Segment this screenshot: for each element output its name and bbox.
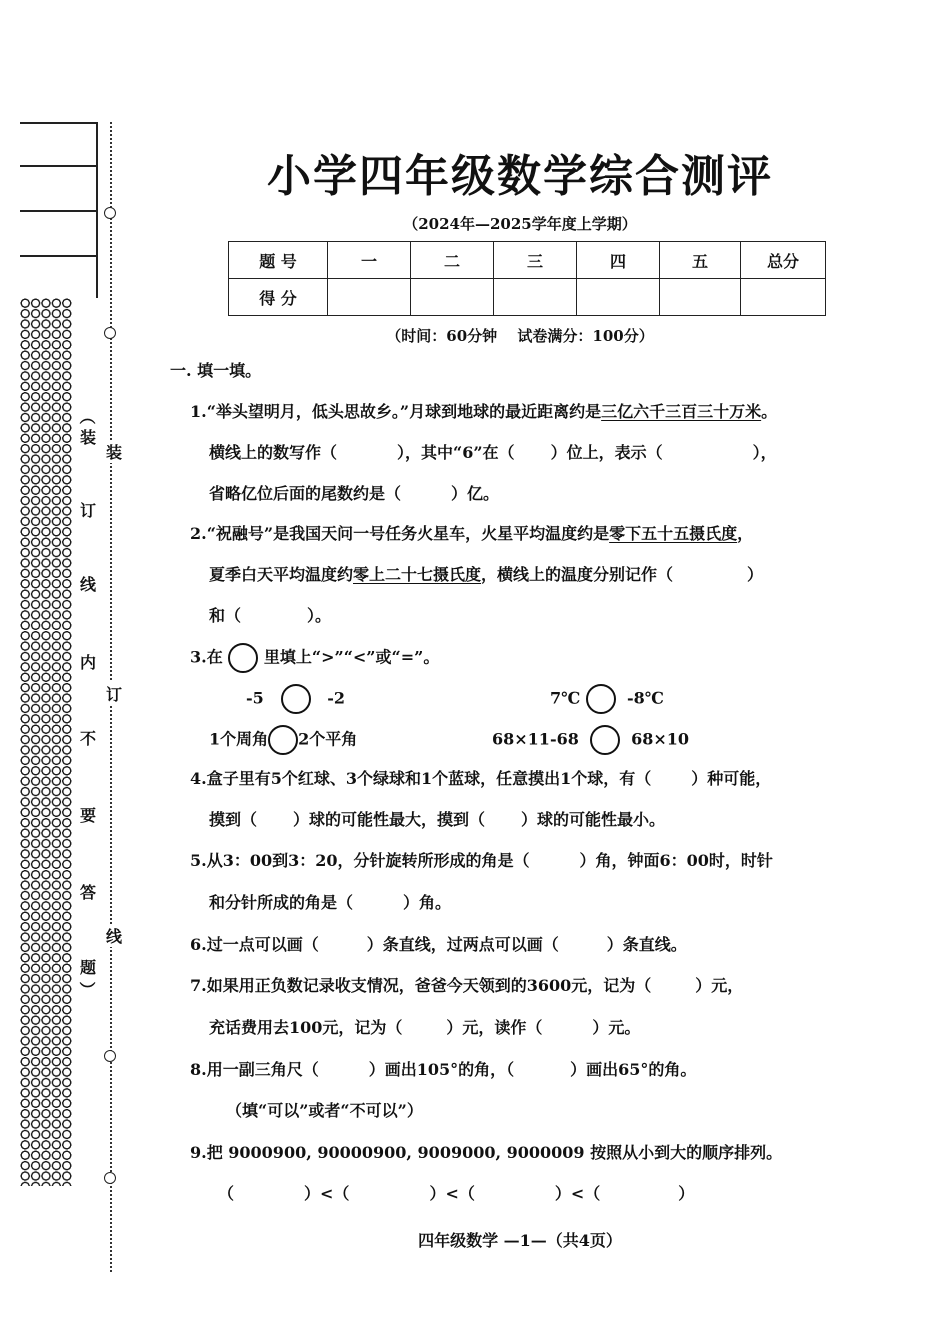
- question-9-line-2: [218, 1181, 694, 1204]
- question-8-line-1: [190, 1057, 696, 1080]
- q2-text: ，: [737, 524, 754, 543]
- score-table: [228, 241, 826, 316]
- q1-underlined-text: 三亿六千三百三十万米: [601, 402, 762, 421]
- q2-text: ）: [747, 565, 764, 584]
- section-heading: 一. 填一填。: [170, 361, 262, 380]
- q5-text: 5.从3：00到3：20，分针旋转所形成的角是（: [190, 851, 530, 870]
- binding-hole-icon: [104, 327, 116, 339]
- margin-inner-char: 题: [80, 958, 97, 977]
- q5-text: ）角。: [403, 893, 452, 912]
- margin-inner-char: 线: [80, 575, 97, 594]
- compare-circle-input[interactable]: [268, 725, 298, 755]
- q8-text: ）画出65°的角。: [570, 1060, 697, 1079]
- q1-text: ）亿。: [451, 484, 500, 503]
- score-table-header-cell: 四: [577, 242, 660, 279]
- score-table-header-cell: 五: [660, 242, 741, 279]
- q7-text: ）元，读作（: [446, 1018, 543, 1037]
- compare-right: 2个平角: [298, 729, 358, 749]
- q2-text: 2.“祝融号”是我国天问一号任务火星车，火星平均温度约是: [190, 524, 610, 543]
- question-4-line-2: [209, 807, 665, 830]
- score-table-header-cell: 总分: [741, 242, 826, 279]
- margin-outer-char: 线: [106, 924, 122, 947]
- q7-text: ）元，: [695, 976, 744, 995]
- q4-text: ）球的可能性最大，摸到（: [293, 810, 486, 829]
- question-7-line-1: [190, 973, 743, 996]
- margin-inner-char: 答: [80, 883, 97, 902]
- question-3-compare-2: [550, 684, 664, 714]
- q2-text: ）。: [307, 606, 332, 625]
- q2-underlined-text: 零上二十七摄氏度: [353, 565, 482, 584]
- compare-circle-icon: [228, 643, 258, 673]
- q1-text: ）位上，表示（: [550, 443, 663, 462]
- question-3-compare-4: [492, 725, 689, 755]
- question-8-line-2: （填“可以”或者“不可以”）: [226, 1101, 423, 1120]
- page-footer: 四年级数学 —1—（共4页）: [418, 1231, 622, 1250]
- compare-left: -5: [246, 688, 264, 708]
- q1-text: 省略亿位后面的尾数约是（: [209, 484, 402, 503]
- score-cell[interactable]: [328, 279, 411, 316]
- compare-right: -8℃: [627, 688, 664, 708]
- score-table-label-cell: 得 分: [229, 279, 328, 316]
- q9-text: ）: [678, 1184, 695, 1203]
- page-subtitle: （2024年—2025学年度上学期）: [403, 215, 637, 233]
- margin-inner-char: ）: [77, 981, 97, 998]
- question-1-line-2: [209, 440, 777, 463]
- question-2-line-1: [190, 521, 753, 544]
- question-3-compare-1: [246, 684, 345, 714]
- q4-text: ）种可能，: [691, 769, 772, 788]
- q6-text: ）条直线，过两点可以画（: [366, 935, 559, 954]
- question-5-line-2: [209, 890, 451, 913]
- score-table-header-cell: 题 号: [229, 242, 328, 279]
- binding-hole-icon: [104, 1050, 116, 1062]
- margin-box-line: [20, 165, 96, 167]
- q7-text: 7.如果用正负数记录收支情况，爸爸今天领到的3600元，记为（: [190, 976, 652, 995]
- q1-text: 。: [761, 402, 778, 421]
- score-table-header-cell: 一: [328, 242, 411, 279]
- q7-text: 充话费用去100元，记为（: [209, 1018, 403, 1037]
- compare-left: 1个周角: [209, 729, 269, 749]
- binding-hole-icon: [104, 207, 116, 219]
- margin-box-border: [96, 122, 98, 298]
- q8-text: 8.用一副三角尺（: [190, 1060, 319, 1079]
- question-9-line-1: 9.把 9000900, 90000900, 9009000, 9000009 按照从小到大的顺序排列。: [190, 1143, 783, 1162]
- compare-circle-input[interactable]: [590, 725, 620, 755]
- score-table-header-cell: 二: [411, 242, 494, 279]
- question-6-line-1: [190, 932, 687, 955]
- margin-inner-char: 不: [80, 729, 97, 748]
- score-table-header-row: [229, 242, 826, 279]
- question-7-line-2: [209, 1015, 640, 1038]
- compare-circle-input[interactable]: [281, 684, 311, 714]
- q9-text: ）<（: [554, 1184, 601, 1203]
- q2-underlined-text: 零下五十五摄氏度: [609, 524, 738, 543]
- question-1-line-1: [190, 399, 777, 422]
- score-cell[interactable]: [741, 279, 826, 316]
- q2-text: 和（: [209, 606, 242, 625]
- q8-text: ）画出105°的角，（: [368, 1060, 515, 1079]
- compare-left: 7℃: [550, 688, 581, 708]
- margin-outer-char: 装: [106, 440, 122, 463]
- q9-text: （: [218, 1184, 235, 1203]
- q4-text: 4.盒子里有5个红球、3个绿球和1个蓝球，任意摸出1个球，有（: [190, 769, 652, 788]
- question-3-line-1: [190, 643, 439, 673]
- q7-text: ）元。: [592, 1018, 641, 1037]
- q2-text: ，横线上的温度分别记作（: [481, 565, 674, 584]
- score-cell[interactable]: [660, 279, 741, 316]
- question-1-line-3: [209, 481, 499, 504]
- compare-right: 68×10: [631, 729, 690, 749]
- q6-text: 6.过一点可以画（: [190, 935, 319, 954]
- question-4-line-1: [190, 766, 771, 789]
- q5-text: 和分针所成的角是（: [209, 893, 354, 912]
- q5-text: ）角，钟面6：00时，时针: [579, 851, 773, 870]
- page-title: 小学四年级数学综合测评: [267, 151, 773, 202]
- score-table-score-row: [229, 279, 826, 316]
- margin-inner-char: 要: [80, 806, 97, 825]
- q1-text: 1.“举头望明月，低头思故乡。”月球到地球的最近距离约是: [190, 402, 602, 421]
- question-2-line-2: [209, 562, 763, 585]
- q3-text: 里填上“>”“<”或“=”。: [263, 647, 440, 667]
- question-3-compare-3: [209, 725, 357, 755]
- q4-text: 摸到（: [209, 810, 258, 829]
- q6-text: ）条直线。: [606, 935, 687, 954]
- margin-box-line: [20, 210, 96, 212]
- exam-info: （时间：60分钟 试卷满分：100分）: [386, 327, 654, 345]
- score-cell[interactable]: [494, 279, 577, 316]
- margin-inner-char: 装: [80, 428, 97, 447]
- question-5-line-1: [190, 848, 773, 871]
- q3-text: 3.在: [190, 647, 223, 667]
- q1-text: ），其中“6”在（: [397, 443, 515, 462]
- compare-right: -2: [327, 688, 345, 708]
- margin-outer-char: 订: [106, 682, 122, 705]
- compare-circle-input[interactable]: [586, 684, 616, 714]
- margin-box-line: [20, 122, 96, 124]
- question-2-line-3: [209, 603, 331, 626]
- margin-inner-char: 内: [80, 653, 97, 672]
- q1-text: ），: [752, 443, 777, 462]
- compare-left: 68×11-68: [492, 729, 579, 749]
- score-cell[interactable]: [577, 279, 660, 316]
- q9-text: ）<（: [304, 1184, 350, 1203]
- margin-box-line: [20, 255, 96, 257]
- margin-circle-pattern: [20, 298, 72, 1186]
- score-cell[interactable]: [411, 279, 494, 316]
- margin-inner-char: 订: [80, 501, 97, 520]
- score-table-header-cell: 三: [494, 242, 577, 279]
- q9-text: ）<（: [429, 1184, 475, 1203]
- q4-text: ）球的可能性最小。: [521, 810, 666, 829]
- margin-inner-char: （: [77, 408, 97, 425]
- q2-text: 夏季白天平均温度约: [209, 565, 354, 584]
- binding-hole-icon: [104, 1172, 116, 1184]
- q1-text: 横线上的数写作（: [209, 443, 338, 462]
